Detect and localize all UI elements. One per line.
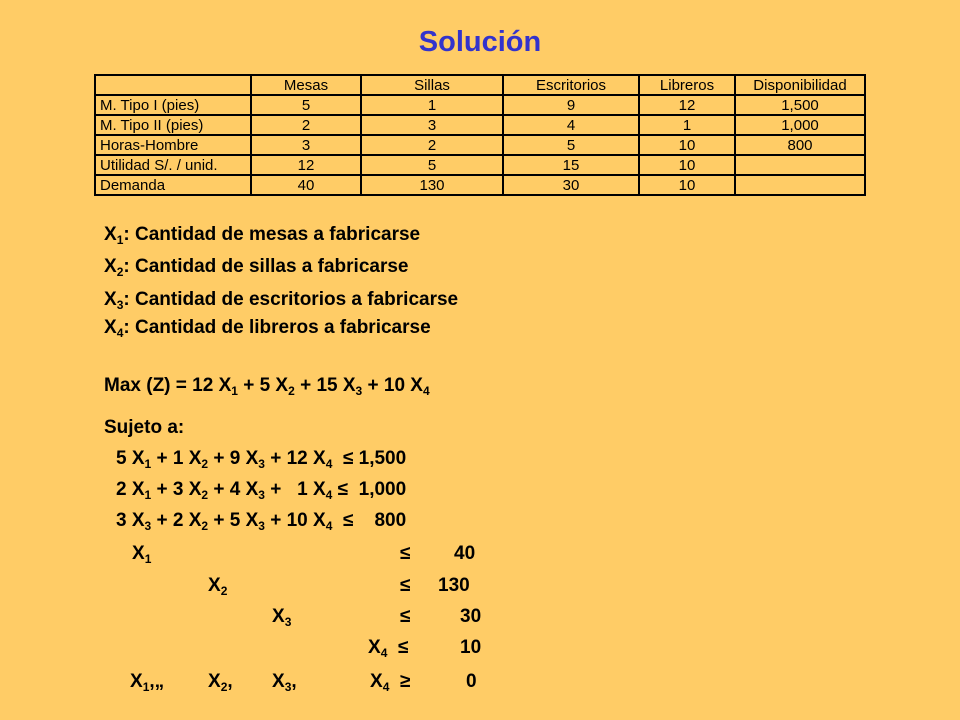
table-cell: 1: [639, 115, 735, 135]
table-cell: 2: [251, 115, 361, 135]
variable-definition-x4: $X_4$: Cantidad de libreros a fabricarse: [104, 317, 431, 340]
table-header-row: [95, 75, 865, 95]
data-table: [94, 74, 866, 196]
table-cell: 3: [251, 135, 361, 155]
table-cell: 10: [639, 135, 735, 155]
page-title: Solución: [418, 26, 542, 58]
table-header-cell: Libreros: [639, 75, 735, 95]
table-header-cell: Disponibilidad: [735, 75, 865, 95]
table-header-cell: Mesas: [251, 75, 361, 95]
bound-x1-value: 40: [454, 543, 476, 564]
subject-to-label: Sujeto a:: [104, 417, 185, 438]
table-cell: 5: [251, 95, 361, 115]
constraint-2: 2 $X_1 + 3$ $X_2 + 4$ $X_3 + 1$ $X_4 \le 1,000$: [116, 479, 407, 502]
table-cell: 5: [361, 155, 503, 175]
table-cell: 1,000: [735, 115, 865, 135]
table-header-cell: Sillas: [361, 75, 503, 95]
table-cell: 1: [361, 95, 503, 115]
table-cell: 10: [639, 155, 735, 175]
table-row: [95, 115, 865, 135]
nonneg-relation: ≥: [400, 671, 411, 692]
row-label: Demanda: [95, 175, 251, 195]
table-cell: 3: [361, 115, 503, 135]
row-label: M. Tipo I (pies): [95, 95, 251, 115]
bound-x3-value: 30: [460, 606, 482, 627]
row-label: Utilidad S/. / unid.: [95, 155, 251, 175]
table-cell: [735, 155, 865, 175]
bound-x1-relation: ≤: [400, 543, 411, 564]
table-header-cell: Escritorios: [503, 75, 639, 95]
table-cell: 2: [361, 135, 503, 155]
constraint-3: 3 $X_3 + 2$ $X_2 + 5$ $X_3 + 10$ $X_4$ ≤ 800: [116, 510, 407, 533]
bound-x2-relation: ≤: [400, 575, 411, 596]
table-row: [95, 175, 865, 195]
bound-x3-variable: $X_3$: [272, 606, 292, 629]
table-cell: 10: [639, 175, 735, 195]
bound-x2-variable: $X_2$: [208, 575, 228, 598]
table-cell: 1,500: [735, 95, 865, 115]
row-label: M. Tipo II (pies): [95, 115, 251, 135]
nonneg-x4: $X_4$: [370, 671, 390, 694]
bound-x2-value: 130: [438, 575, 470, 596]
table-row: [95, 95, 865, 115]
table-cell: 9: [503, 95, 639, 115]
table-cell: [735, 175, 865, 195]
nonneg-x3: $X_3$,: [272, 671, 297, 694]
nonneg-value: 0: [466, 671, 477, 692]
table-cell: 15: [503, 155, 639, 175]
bound-x4-value: 10: [460, 637, 482, 658]
table-cell: 40: [251, 175, 361, 195]
nonneg-x1: $X_1,„$: [130, 671, 165, 694]
table-cell: 4: [503, 115, 639, 135]
table-cell: 30: [503, 175, 639, 195]
table-cell: 12: [639, 95, 735, 115]
bound-x4-relation: ≤: [398, 637, 409, 658]
variable-definition-x3: $X_3$: Cantidad de escritorios a fabricarse: [104, 289, 459, 312]
variable-definition-x1: $X_1$: Cantidad de mesas a fabricarse: [104, 224, 421, 247]
table-cell: 800: [735, 135, 865, 155]
table-row: [95, 155, 865, 175]
nonneg-x2: $X_2$,: [208, 671, 233, 694]
table-row: [95, 135, 865, 155]
bound-x3-relation: ≤: [400, 606, 411, 627]
bound-x1-variable: $X_1$: [132, 543, 152, 566]
table-cell: 130: [361, 175, 503, 195]
table-cell: 5: [503, 135, 639, 155]
constraint-1: 5 $X_1 + 1$ $X_2 + 9$ $X_3 + 12$ $X_4 \le 1,500$: [116, 448, 407, 471]
objective-function: Max (Z) = 12 $X_1 + 5$ $X_2 + 15$ $X_3 + 10$ $X_4$: [104, 375, 430, 398]
table-cell: 12: [251, 155, 361, 175]
variable-definition-x2: $X_2$: Cantidad de sillas a fabricarse: [104, 256, 409, 279]
row-label: Horas-Hombre: [95, 135, 251, 155]
bound-x4-variable: $X_4$: [368, 637, 388, 660]
table-header-cell: [95, 75, 251, 95]
